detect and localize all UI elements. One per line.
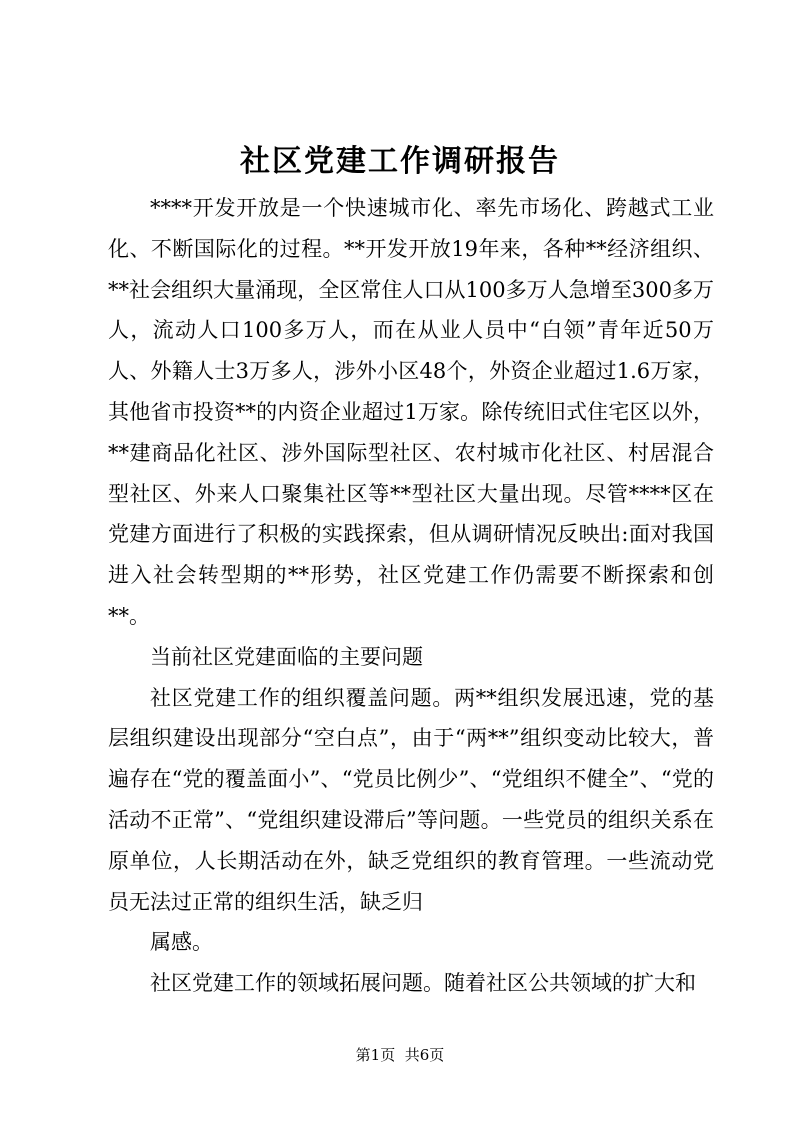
document-body <box>108 188 714 1004</box>
paragraph-continuation: 属感。 <box>150 930 213 955</box>
paragraph-field-expansion: 社区党建工作的领域拓展问题。随着社区公共领域的扩大和 <box>150 971 696 996</box>
paragraph-intro: ****开发开放是一个快速城市化、率先市场化、跨越式工业化、不断国际化的过程。**开发开放19年来，各种**经济组织、**社会组织大量涌现，全区常住人口从100多万人急增至300多万人，流动人口100多万人，而在从业人员中“白领”青年近50万人、外籍人士3万多人，涉外小区48个，外资企业超过1.6万家，其他省市投资**的内资企业超过1万家。除传统旧式住宅区以外，**建商品化社区、涉外国际型社区、农村城市化社区、村居混合型社区、外来人口聚集社区等**型社区大量出现。尽管****区在党建方面进行了积极的实践探索，但从调研情况反映出:面对我国进入社会转型期的**形势，社区党建工作仍需要不断探索和创**。 <box>108 196 714 628</box>
section-heading: 当前社区党建面临的主要问题 <box>150 644 423 669</box>
paragraph-organization-coverage: 社区党建工作的组织覆盖问题。两**组织发展迅速，党的基层组织建设出现部分“空白点”，由于“两**”组织变动比较大，普遍存在“党的覆盖面小”、“党员比例少”、“党组织不健全”、“党的活动不正常”、“党组织建设滞后”等问题。一些党员的组织关系在原单位，人长期活动在外，缺乏党组织的教育管理。一些流动党员无法过正常的组织生活，缺乏归 <box>108 685 714 914</box>
document-title: 社区党建工作调研报告 <box>240 144 560 179</box>
page-footer <box>0 1044 800 1066</box>
page-number: 第1页 <box>355 1046 396 1064</box>
page-total: 共6页 <box>404 1046 445 1064</box>
